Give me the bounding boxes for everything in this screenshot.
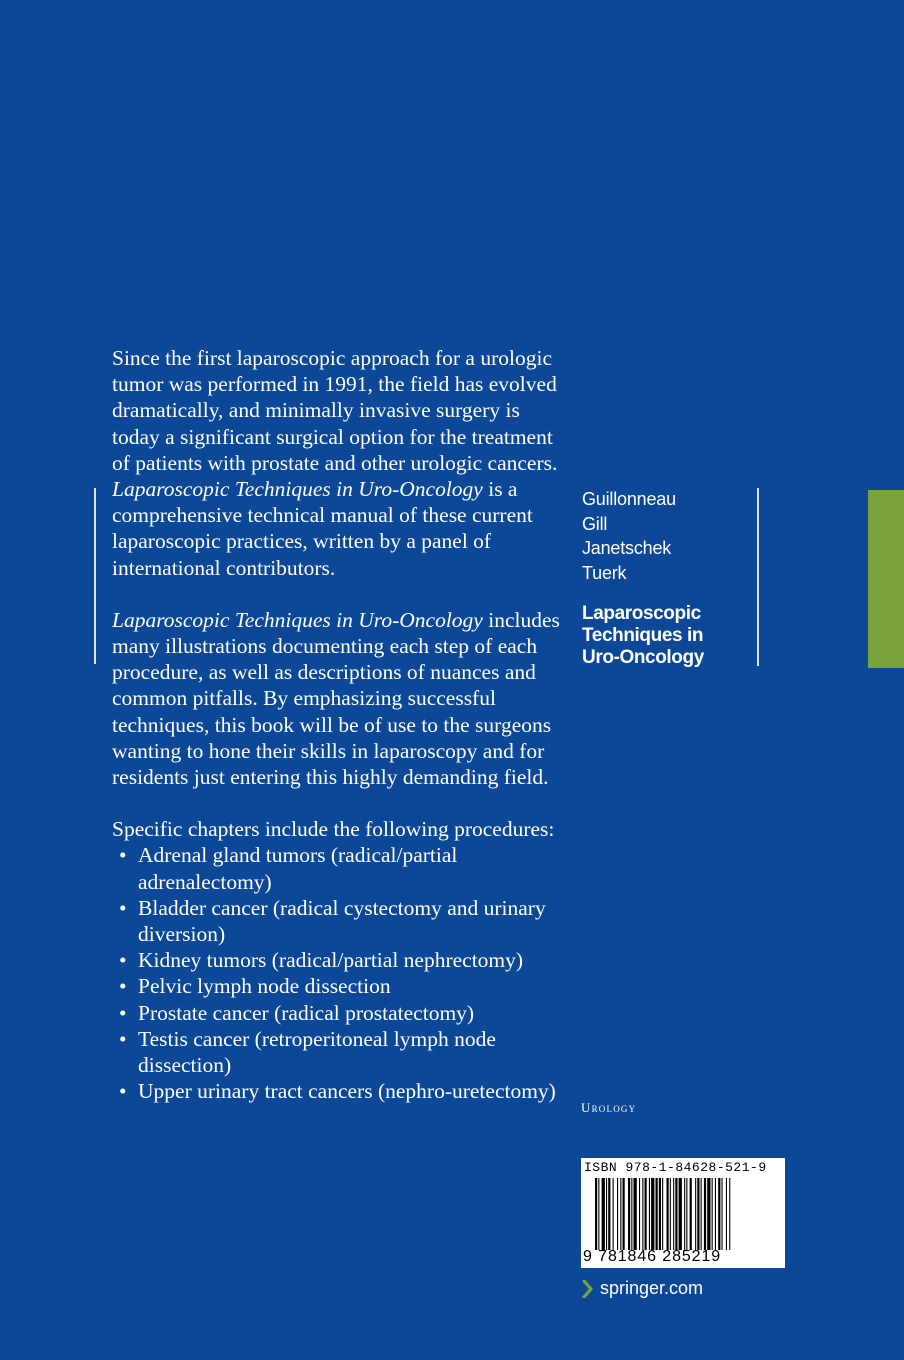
barcode-stripe <box>673 1178 674 1250</box>
left-divider-rule <box>94 488 96 664</box>
blurb-text: includes many illustrations documenting each step of each procedure, as well as descriptions of nuances and common pitfalls. By emphasizing successful techniques, this book will be of use to the surgeons wanting to hone their skills in laparoscopy and for residents just entering this highly demanding field. <box>112 607 560 790</box>
barcode-stripe <box>649 1178 650 1250</box>
blurb-paragraph-3 <box>112 816 572 1104</box>
barcode-stripe <box>701 1178 702 1250</box>
publisher-link[interactable] <box>582 1278 703 1299</box>
list-item: • Pelvic lymph node dissection <box>119 974 391 999</box>
bullet-icon: • <box>119 1079 127 1104</box>
right-divider-rule <box>757 488 759 666</box>
barcode-stripe <box>659 1178 661 1250</box>
barcode-stripe <box>606 1178 607 1250</box>
barcode-stripe <box>704 1178 706 1250</box>
barcode-stripe <box>617 1178 618 1250</box>
barcode-stripe <box>598 1178 599 1250</box>
list-item: • Adrenal gland tumors (radical/partial adrenalectomy) <box>119 843 458 894</box>
list-item: • Bladder cancer (radical cystectomy and urinary diversion) <box>119 895 546 947</box>
barcode-stripe <box>686 1178 687 1250</box>
procedure-list <box>112 842 572 1104</box>
barcode-stripe <box>715 1178 716 1250</box>
blurb-text: is a comprehensive technical manual of these current laparoscopic practices, written by a panel of international contributors. <box>112 477 533 580</box>
barcode-stripe <box>675 1178 677 1250</box>
barcode-stripe <box>651 1178 654 1250</box>
spine-color-band <box>868 490 904 668</box>
barcode-stripe <box>639 1178 640 1250</box>
barcode-stripe <box>722 1178 723 1250</box>
barcode-stripe <box>729 1178 730 1250</box>
barcode-stripe <box>642 1178 643 1250</box>
blurb-paragraph-1 <box>112 345 572 581</box>
bullet-icon: • <box>119 948 127 973</box>
isbn-digits: 9 781846 285219 <box>583 1248 722 1265</box>
barcode-stripe <box>613 1178 614 1250</box>
isbn-label: ISBN 978-1-84628-521-9 <box>584 1160 767 1175</box>
barcode-stripe <box>645 1178 647 1250</box>
barcode-bars <box>595 1178 773 1250</box>
barcode-stripe <box>718 1178 720 1250</box>
book-title-line: Techniques in <box>582 625 704 646</box>
author-list <box>582 487 704 585</box>
subject-category: Urology <box>581 1100 637 1115</box>
list-item: • Kidney tumors (radical/partial nephrectomy) <box>119 948 524 973</box>
barcode-stripe <box>623 1178 625 1250</box>
barcode-stripe <box>662 1178 663 1250</box>
isbn-barcode <box>581 1158 785 1268</box>
chevron-right-icon <box>582 1280 594 1298</box>
chapters-intro: Specific chapters include the following procedures: <box>112 817 555 842</box>
author-name: Guillonneau <box>582 489 676 509</box>
publisher-url: springer.com <box>600 1278 704 1298</box>
barcode-stripe <box>712 1178 713 1250</box>
barcode-stripe <box>695 1178 696 1250</box>
book-title-italic: Laparoscopic Techniques in Uro-Oncology <box>112 477 483 502</box>
author-title-block <box>582 487 704 669</box>
barcode-stripe <box>667 1178 669 1250</box>
author-name: Janetschek <box>582 538 672 558</box>
barcode-stripe <box>620 1178 621 1250</box>
barcode-stripe <box>634 1178 637 1250</box>
list-item: • Upper urinary tract cancers (nephro-uretectomy) <box>119 1079 556 1104</box>
author-name: Tuerk <box>582 562 627 583</box>
book-title-line: Uro-Oncology <box>582 647 704 668</box>
blurb-paragraph-2 <box>112 607 572 790</box>
barcode-stripe <box>697 1178 699 1250</box>
barcode-stripe <box>726 1178 727 1250</box>
bullet-icon: • <box>119 1026 127 1051</box>
bullet-icon: • <box>119 974 127 999</box>
author-name: Gill <box>582 513 608 534</box>
barcode-stripe <box>707 1178 710 1250</box>
bullet-icon: • <box>119 1000 127 1025</box>
list-item: • Prostate cancer (radical prostatectomy) <box>119 1000 475 1025</box>
barcode-stripe <box>628 1178 630 1250</box>
barcode-stripe <box>602 1178 605 1250</box>
barcode-stripe <box>608 1178 610 1250</box>
barcode-stripe <box>679 1178 682 1250</box>
book-title <box>582 603 704 669</box>
barcode-stripe <box>595 1178 597 1250</box>
bullet-icon: • <box>119 895 127 920</box>
blurb-text: Since the first laparoscopic approach for a urologic tumor was performed in 1991, the field has evolved dramatically, and minimally invasive surgery is today a significant surgical option for the treatment of patients with prostate and other urologic cancers. <box>112 346 558 475</box>
barcode-stripe <box>684 1178 685 1250</box>
barcode-stripe <box>631 1178 632 1250</box>
barcode-stripe <box>656 1178 658 1250</box>
bullet-icon: • <box>119 843 127 868</box>
book-title-line: Laparoscopic <box>582 603 701 624</box>
book-title-italic: Laparoscopic Techniques in Uro-Oncology <box>112 607 483 632</box>
barcode-stripe <box>690 1178 692 1250</box>
barcode-stripe <box>670 1178 671 1250</box>
back-cover-blurb <box>112 345 572 1104</box>
list-item: • Testis cancer (retroperitoneal lymph node dissection) <box>119 1026 496 1078</box>
